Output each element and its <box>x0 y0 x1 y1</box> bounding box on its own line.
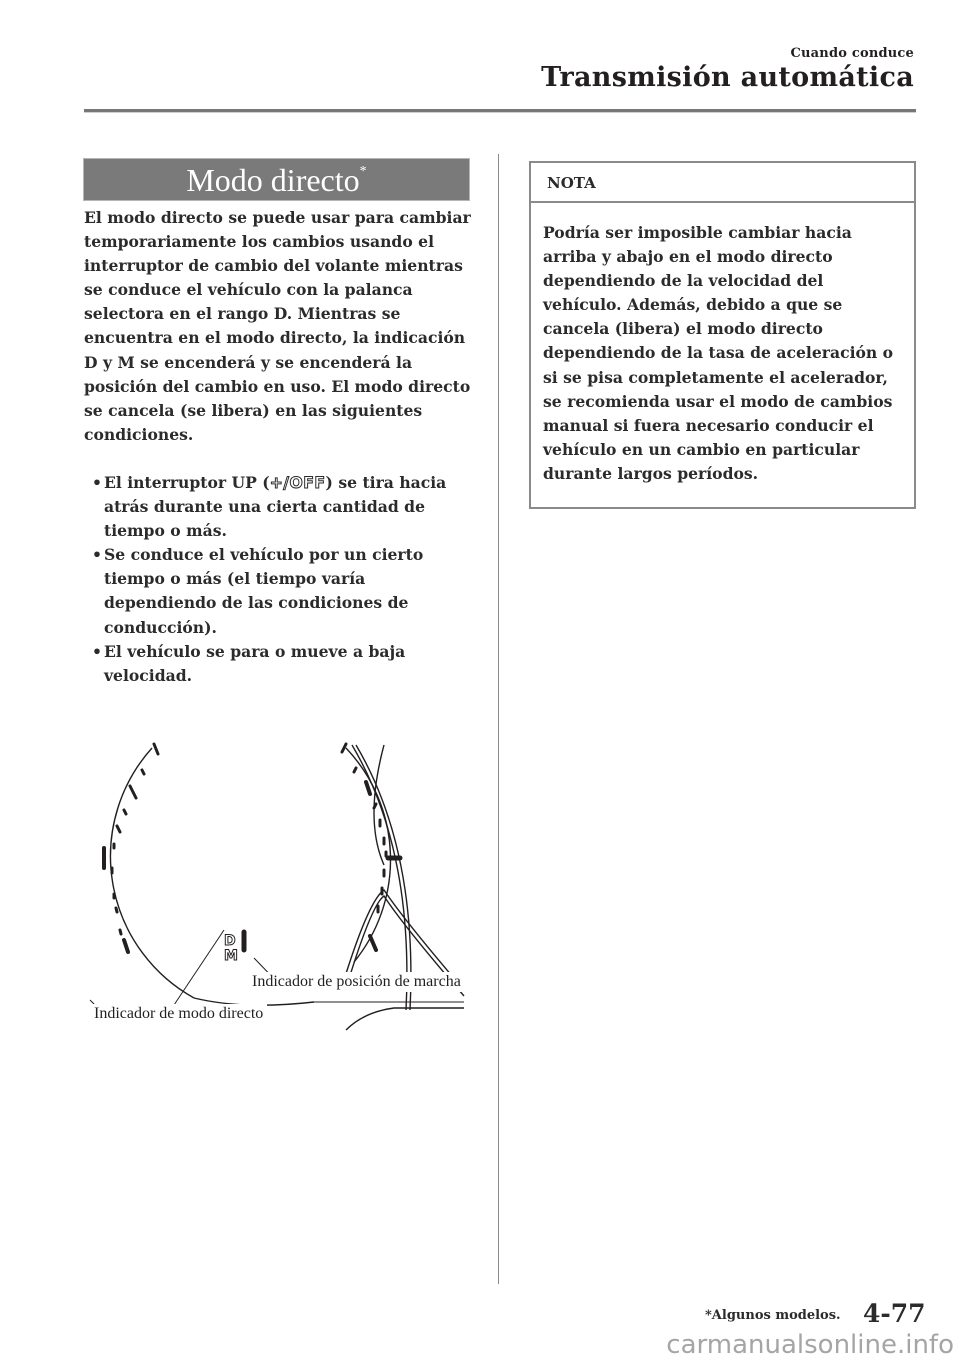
chapter-subtitle: Cuando conduce <box>790 46 914 61</box>
list-item <box>92 543 476 639</box>
list-item <box>92 640 476 688</box>
list-item-text: ) se tira hacia atrás durante una cierta cantidad de tiempo o más. <box>104 473 447 541</box>
some-models-mark: * <box>359 164 367 179</box>
watermark: carmanualsonline.info <box>666 1330 954 1360</box>
up-switch-label: +/OFF <box>269 474 326 492</box>
footnote: *Algunos modelos. <box>705 1308 841 1323</box>
note-text: Podría ser imposible cambiar hacia arriba y abajo en el modo directo dependiendo de la velocidad del vehículo. Además, debido a que se cancela (libera) el modo directo dependiendo de la tasa de aceleración o si se pisa completamente el acelerador, se recomienda usar el modo de cambios manual si fuera necesario conducir el vehículo en un cambio en particular durante largos períodos. <box>543 223 894 483</box>
direct-mode-d-letter: D <box>224 933 236 949</box>
note-box <box>529 161 916 509</box>
bullet-icon: • <box>92 473 102 492</box>
list-item-text: El vehículo se para o mueve a baja velocidad. <box>104 641 406 685</box>
paragraph: El modo directo se puede usar para cambiar temporariamente los cambios usando el interruptor de cambio del volante mientras se conduce el vehículo con la palanca selectora en el rango D. Mientras se encuentra en el modo directo, la indicación D y M se encenderá y se encenderá la posición del cambio en uso. El modo directo se cancela (se libera) en las siguientes condiciones. <box>84 208 471 444</box>
note-heading: NOTA <box>531 163 914 203</box>
list-item <box>92 471 476 543</box>
page-number: 4-77 <box>863 1299 926 1328</box>
section-heading <box>83 158 470 201</box>
list-item-text: El interruptor UP ( <box>104 473 270 492</box>
gear-position-callout: Indicador de posición de marcha <box>248 972 465 992</box>
header-rule <box>84 109 916 113</box>
column-divider <box>498 154 499 1284</box>
gauge-illustration <box>84 740 476 1040</box>
direct-mode-callout: Indicador de modo directo <box>90 1004 267 1024</box>
direct-mode-m-letter: M <box>224 948 238 964</box>
section-title: Modo directo <box>186 162 360 198</box>
section-body <box>84 206 476 447</box>
bullet-icon: • <box>92 641 102 661</box>
list-item-text: Se conduce el vehículo por un cierto tiempo o más (el tiempo varía dependiendo de las condiciones de conducción). <box>104 545 424 637</box>
instrument-cluster-drawing <box>84 740 476 1040</box>
bullet-icon: • <box>92 545 102 565</box>
chapter-title: Transmisión automática <box>541 62 914 93</box>
cancel-conditions-list <box>92 471 476 688</box>
